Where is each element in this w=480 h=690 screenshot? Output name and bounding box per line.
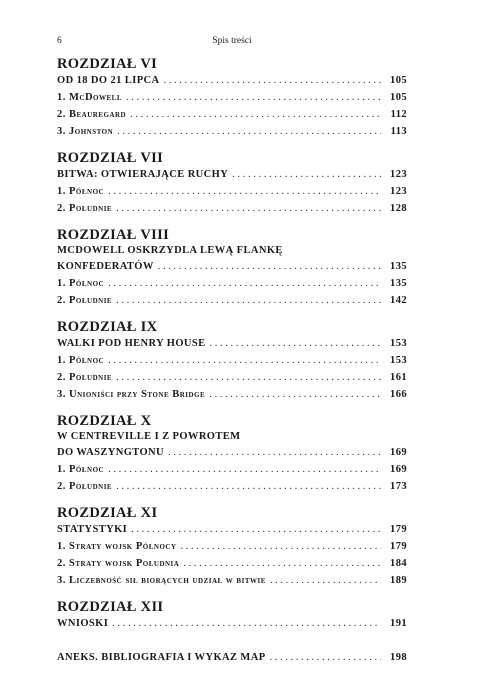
toc-page-number: 112 xyxy=(390,109,407,120)
toc-entry-sub[interactable] xyxy=(57,106,407,123)
dot-leader xyxy=(116,478,381,495)
toc-entry-label: 2. Straty wojsk Południa xyxy=(57,558,180,569)
toc-entry-main[interactable] xyxy=(57,444,407,461)
toc-page-number: 161 xyxy=(390,372,407,383)
toc-page-number: 189 xyxy=(390,575,407,586)
appendix-label: ANEKS. BIBLIOGRAFIA I WYKAZ MAP xyxy=(57,652,266,663)
table-of-contents xyxy=(57,55,407,666)
toc-page-number: 123 xyxy=(390,169,407,180)
dot-leader xyxy=(158,258,381,275)
toc-entry-main[interactable] xyxy=(57,615,407,632)
dot-leader xyxy=(131,521,381,538)
toc-page-number: 169 xyxy=(390,447,407,458)
toc-entry-main[interactable] xyxy=(57,72,407,89)
page-number: 6 xyxy=(57,36,62,46)
appendix-page-number: 198 xyxy=(390,652,407,663)
toc-entry-label: 3. Liczebność sił biorących udział w bitwie xyxy=(57,575,266,586)
toc-page-number: 153 xyxy=(390,355,407,366)
toc-entry-label: 1. Północ xyxy=(57,355,105,366)
dot-leader xyxy=(108,461,381,478)
toc-page-number: 105 xyxy=(390,92,407,103)
toc-page-number: 166 xyxy=(390,389,407,400)
toc-entry-sub[interactable] xyxy=(57,478,407,495)
dot-leader xyxy=(270,649,381,666)
toc-page-number: 153 xyxy=(390,338,407,349)
toc-page-number: 105 xyxy=(390,75,407,86)
dot-leader xyxy=(163,72,381,89)
toc-entry-label: 2. Beauregard xyxy=(57,109,127,120)
toc-entry-label: 2. Południe xyxy=(57,372,113,383)
dot-leader xyxy=(117,123,381,140)
spacer xyxy=(57,641,407,649)
dot-leader xyxy=(108,352,381,369)
toc-entry-sub[interactable] xyxy=(57,386,407,403)
dot-leader xyxy=(112,615,381,632)
toc-entry-sub[interactable] xyxy=(57,292,407,309)
toc-entry-main[interactable] xyxy=(57,335,407,352)
dot-leader xyxy=(116,369,381,386)
chapter-title: ROZDZIAŁ IX xyxy=(57,319,158,335)
dot-leader xyxy=(116,200,381,217)
dot-leader xyxy=(210,335,381,352)
toc-entry-label: 1. Straty wojsk Północy xyxy=(57,541,177,552)
toc-page-number: 135 xyxy=(390,278,407,289)
toc-entry-label: DO WASZYNGTONU xyxy=(57,447,165,458)
dot-leader xyxy=(270,572,381,589)
toc-chapter xyxy=(57,598,407,632)
toc-page-number: 179 xyxy=(390,524,407,535)
toc-page-number: 113 xyxy=(390,126,407,137)
toc-entry-label: 2. Południe xyxy=(57,295,113,306)
chapter-title: ROZDZIAŁ VI xyxy=(57,56,158,72)
toc-entry-sub[interactable] xyxy=(57,89,407,106)
toc-entry-label: 2. Południe xyxy=(57,481,113,492)
toc-entry-sub[interactable] xyxy=(57,538,407,555)
toc-page-number: 169 xyxy=(390,464,407,475)
toc-entry-sub[interactable] xyxy=(57,369,407,386)
toc-entry-label: OD 18 DO 21 LIPCA xyxy=(57,75,160,86)
dot-leader xyxy=(126,89,381,106)
dot-leader xyxy=(108,183,381,200)
toc-chapter xyxy=(57,149,407,217)
toc-entry-label: 3. Johnston xyxy=(57,126,114,137)
toc-entry-main[interactable] xyxy=(57,166,407,183)
dot-leader xyxy=(183,555,381,572)
toc-entry-label: 1. Północ xyxy=(57,186,105,197)
toc-page-number: 173 xyxy=(390,481,407,492)
toc-entry-label: 2. Południe xyxy=(57,203,113,214)
chapter-title: ROZDZIAŁ VIII xyxy=(57,227,170,243)
toc-chapter xyxy=(57,226,407,309)
toc-entry-appendix[interactable] xyxy=(57,649,407,666)
toc-entry-label: 1. McDowell xyxy=(57,92,122,103)
dot-leader xyxy=(168,444,381,461)
toc-entry-sub[interactable] xyxy=(57,352,407,369)
toc-page-number: 128 xyxy=(390,203,407,214)
chapter-heading-line: MCDOWELL OSKRZYDLA LEWĄ FLANKĘ xyxy=(57,245,283,256)
toc-entry-main[interactable] xyxy=(57,258,407,275)
dot-leader xyxy=(108,275,381,292)
running-head xyxy=(57,36,407,50)
toc-entry-label: STATYSTYKI xyxy=(57,524,128,535)
toc-entry-sub[interactable] xyxy=(57,123,407,140)
toc-chapter xyxy=(57,504,407,589)
chapter-title: ROZDZIAŁ XII xyxy=(57,599,164,615)
toc-entry-label: BITWA: OTWIERAJĄCE RUCHY xyxy=(57,169,229,180)
toc-page-number: 184 xyxy=(390,558,407,569)
dot-leader xyxy=(209,386,381,403)
dot-leader xyxy=(130,106,381,123)
toc-entry-label: KONFEDERATÓW xyxy=(57,261,154,272)
toc-entry-label: WNIOSKI xyxy=(57,618,109,629)
dot-leader xyxy=(232,166,381,183)
toc-entry-sub[interactable] xyxy=(57,183,407,200)
toc-entry-sub[interactable] xyxy=(57,572,407,589)
toc-entry-sub[interactable] xyxy=(57,200,407,217)
toc-chapter xyxy=(57,412,407,495)
toc-page-number: 179 xyxy=(390,541,407,552)
chapter-heading-line: W CENTREVILLE I Z POWROTEM xyxy=(57,431,241,442)
chapter-title: ROZDZIAŁ X xyxy=(57,413,152,429)
toc-page-number: 135 xyxy=(390,261,407,272)
toc-entry-label: 3. Unioniści przy Stone Bridge xyxy=(57,389,206,400)
toc-chapter xyxy=(57,55,407,140)
chapter-title: ROZDZIAŁ XI xyxy=(57,505,158,521)
dot-leader xyxy=(181,538,382,555)
dot-leader xyxy=(116,292,381,309)
toc-entry-sub[interactable] xyxy=(57,555,407,572)
toc-entry-sub[interactable] xyxy=(57,275,407,292)
toc-entry-sub[interactable] xyxy=(57,461,407,478)
toc-entry-main[interactable] xyxy=(57,521,407,538)
running-title: Spis treści xyxy=(212,36,252,46)
toc-page-number: 142 xyxy=(390,295,407,306)
toc-entry-label: WALKI POD HENRY HOUSE xyxy=(57,338,206,349)
toc-chapter xyxy=(57,318,407,403)
toc-page-number: 123 xyxy=(390,186,407,197)
toc-page-number: 191 xyxy=(390,618,407,629)
chapter-title: ROZDZIAŁ VII xyxy=(57,150,164,166)
toc-entry-label: 1. Północ xyxy=(57,278,105,289)
toc-entry-label: 1. Północ xyxy=(57,464,105,475)
